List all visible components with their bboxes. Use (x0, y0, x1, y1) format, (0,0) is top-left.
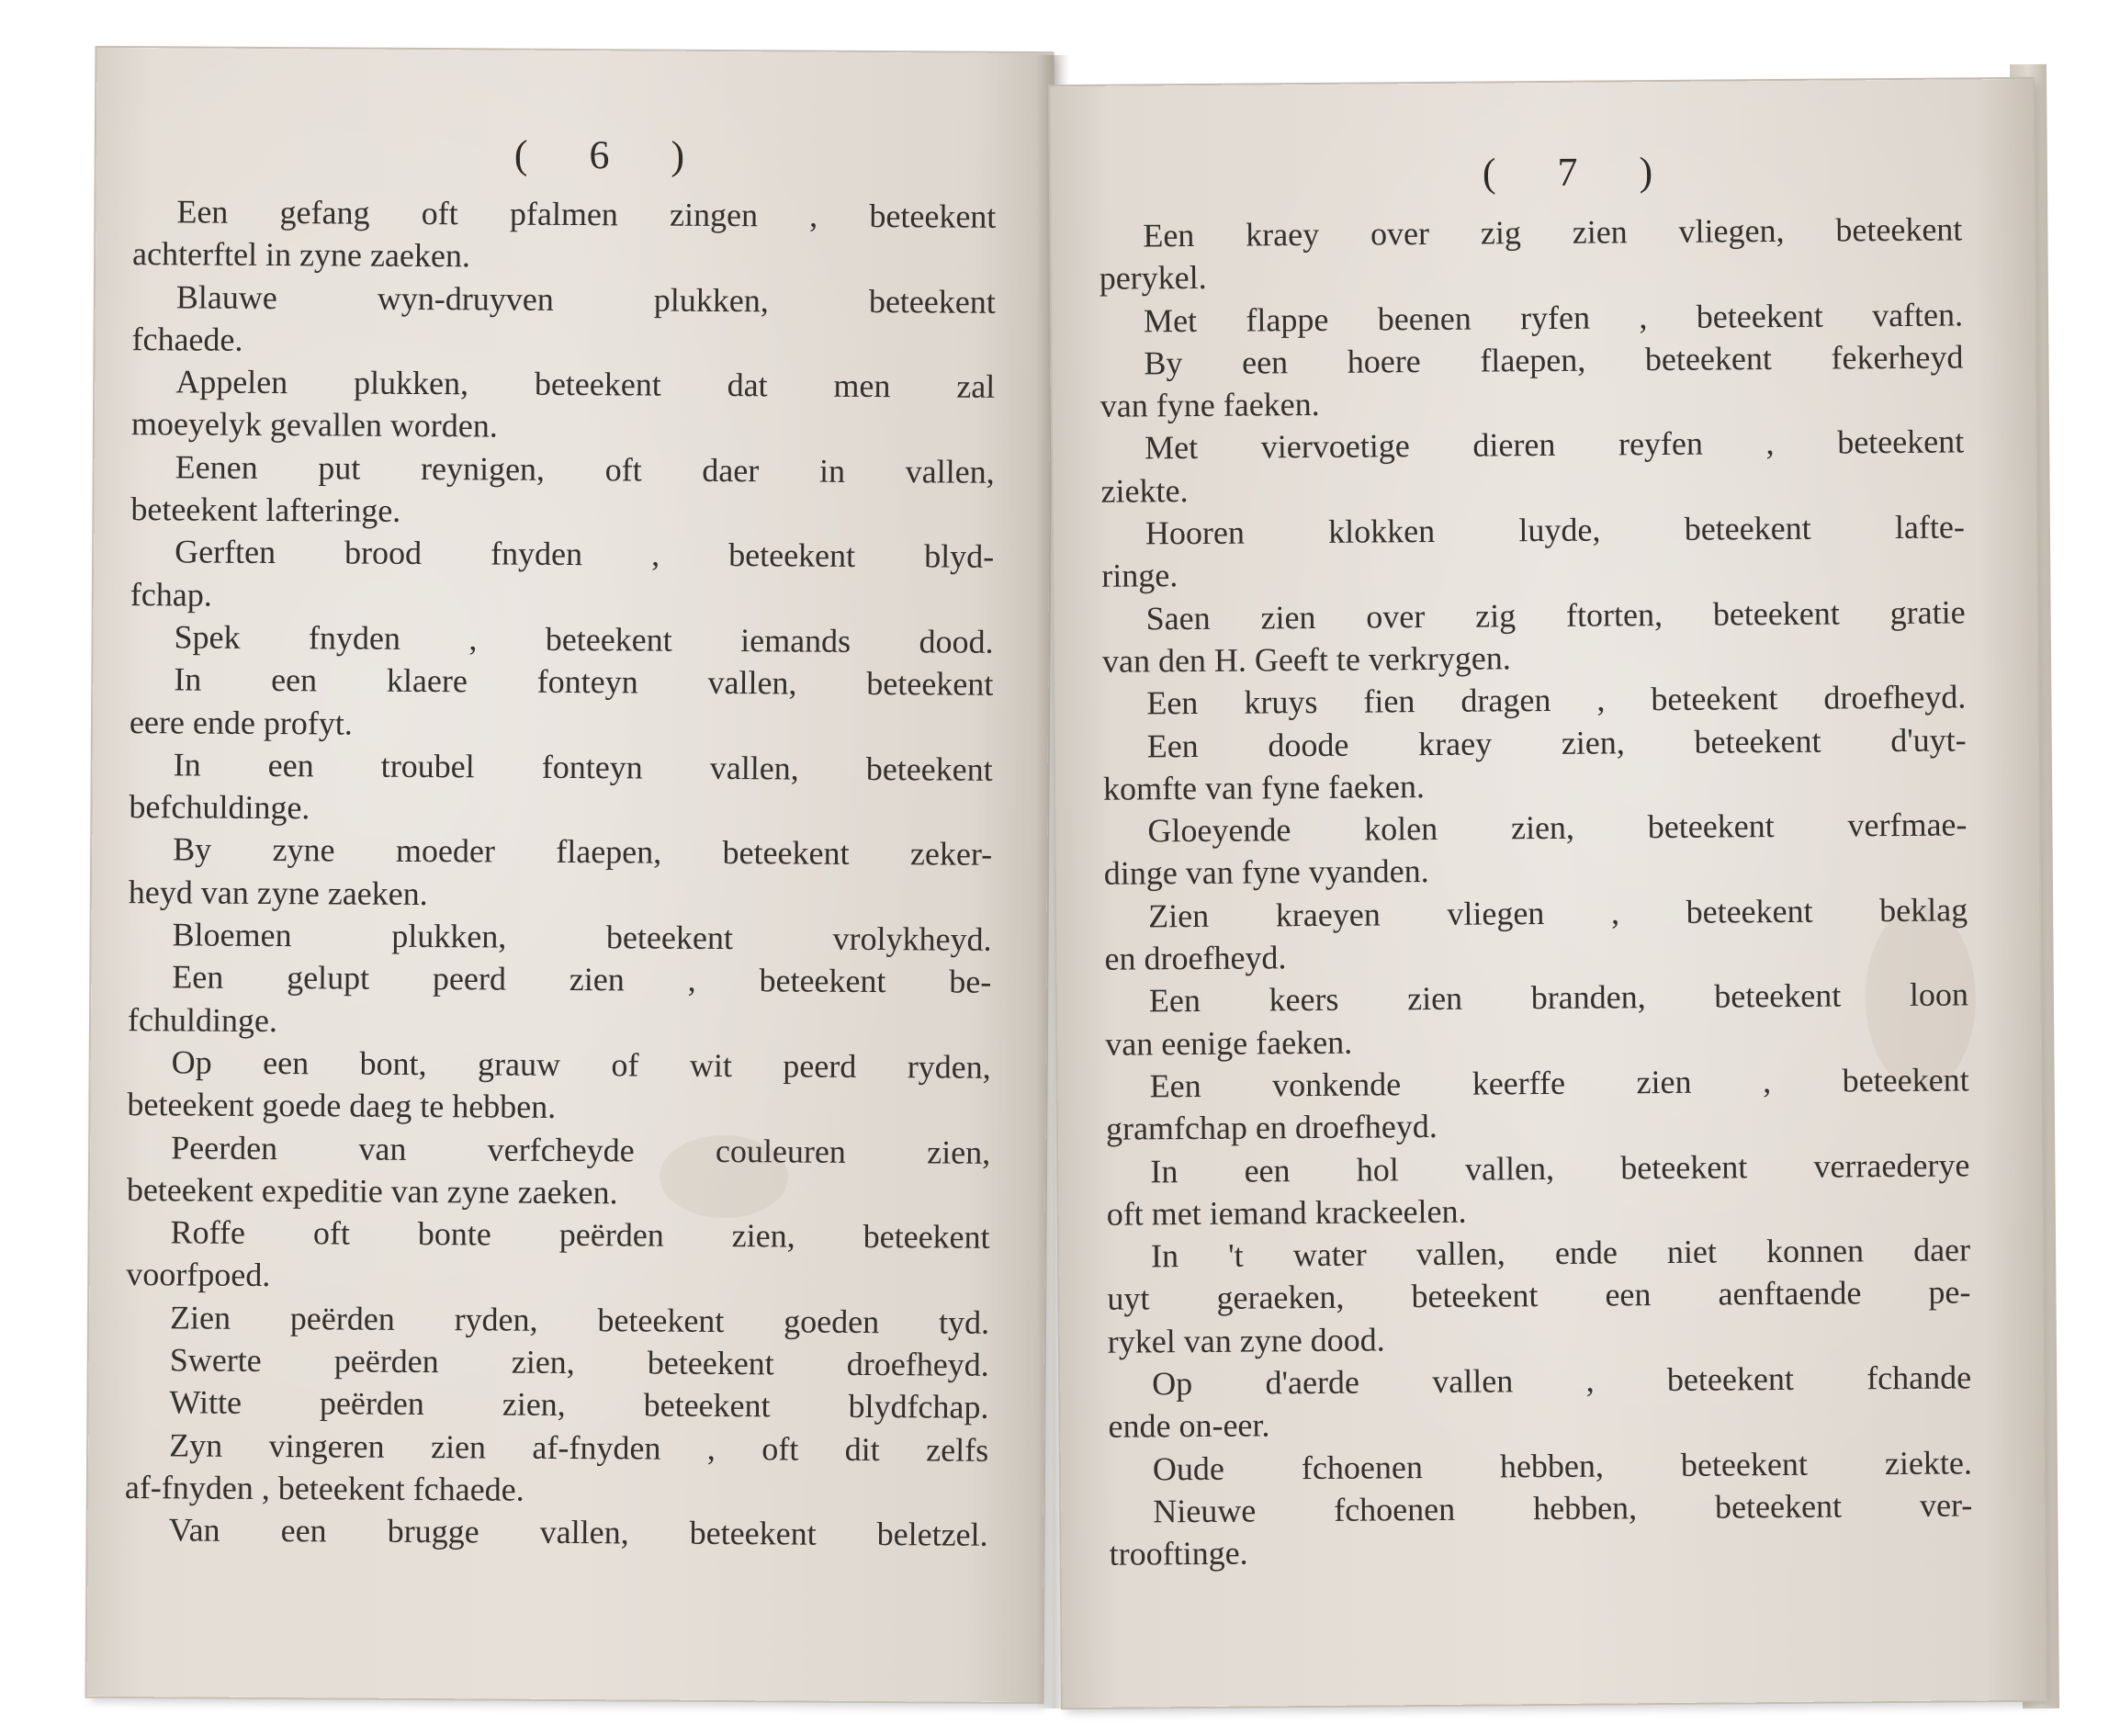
text-line: komfte van fyne faeken. (1102, 767, 1426, 807)
text-line: van den H. Geeft te verkrygen. (1101, 639, 1511, 680)
text-line: Een kruys fien dragen , beteekent droefheyd. (1146, 678, 1967, 722)
text-line: Op een bont, grauw of wit peerd ryden, (171, 1043, 991, 1086)
text-line: In een klaere fonteyn vallen, beteekent (174, 660, 994, 704)
text-line: Op d'aerde vallen , beteekent fchande (1152, 1358, 1972, 1403)
text-line: fchaede. (131, 320, 243, 358)
text-line: Blauwe wyn-druyven plukken, beteekent (175, 277, 996, 321)
text-line: voorfpoed. (126, 1256, 271, 1294)
text-line: Bloemen plukken, beteekent vrolykheyd. (172, 916, 992, 958)
text-line: In een hol vallen, beteekent verraederye (1150, 1145, 1970, 1189)
text-line: uyt geraeken, beteekent een aenftaende pe- (1107, 1273, 1971, 1318)
text-line: ende on-eer. (1108, 1406, 1270, 1446)
text-line: eere ende profyt. (129, 703, 353, 742)
text-line: ringe. (1101, 557, 1178, 595)
text-line: van eenige faeken. (1105, 1023, 1353, 1063)
text-line: By een hoere flaepen, beteekent fekerheyd (1144, 338, 1964, 382)
text-line: Met viervoetige dieren reyfen , beteekent (1145, 423, 1965, 467)
text-line: Nieuwe fchoenen hebben, beteekent ver- (1153, 1486, 1973, 1530)
page-number-left: ( 6 ) (513, 131, 711, 178)
text-line: moeyelyk gevallen worden. (130, 405, 498, 445)
text-line: Swerte peërden zien, beteekent droefheyd. (169, 1341, 989, 1383)
text-line: Saen zien over zig ftorten, beteekent gratie (1145, 593, 1966, 637)
text-line: Van een brugge vallen, beteekent beletzel. (168, 1511, 988, 1553)
text-line: By zyne moeder flaepen, beteekent zeker- (173, 830, 993, 874)
left-page-text (124, 190, 996, 1556)
text-line: trooftinge. (1109, 1534, 1248, 1573)
text-line: Oude fchoenen hebben, beteekent ziekte. (1152, 1444, 1973, 1488)
text-line: Eenen put reynigen, oft daer in vallen, (175, 448, 995, 490)
text-line: gramfchap en droefheyd. (1105, 1108, 1438, 1148)
text-line: perykel. (1099, 259, 1207, 298)
text-line: beteekent goede daeg te hebben. (127, 1086, 557, 1126)
text-line: van fyne faeken. (1099, 386, 1320, 424)
text-line: Een doode kraey zien, beteekent d'uyt- (1146, 720, 1967, 764)
text-line: oft met iemand krackeelen. (1106, 1192, 1467, 1233)
text-line: fchap. (130, 575, 212, 614)
page-number-right: ( 7 ) (1482, 148, 1679, 196)
text-line: Spek fnyden , beteekent iemands dood. (174, 618, 994, 660)
text-line: rykel van zyne dood. (1107, 1321, 1385, 1360)
text-line: Zyn vingeren zien af-fnyden , oft dit zelfs (169, 1426, 989, 1469)
text-line: Witte peërden zien, beteekent blydfchap. (169, 1383, 989, 1426)
text-line: Een keers zien branden, beteekent loon (1148, 975, 1969, 1020)
text-line: beteekent expeditie van zyne zaeken. (126, 1170, 618, 1212)
text-line: fchuldinge. (127, 1000, 278, 1039)
text-line: Peerden van verfcheyde couleuren zien, (171, 1128, 991, 1171)
text-line: In 't water vallen, ende niet konnen daer (1150, 1231, 1971, 1275)
text-line: Gerften brood fnyden , beteekent blyd- (175, 533, 995, 576)
left-page (87, 48, 1053, 1702)
text-line: heyd van zyne zaeken. (128, 873, 428, 912)
right-page-text (1099, 208, 1973, 1575)
text-line: af-fnyden , beteekent fchaede. (124, 1468, 524, 1508)
text-line: Zien kraeyen vliegen , beteekent beklag (1148, 891, 1968, 935)
text-line: en droefheyd. (1104, 939, 1287, 977)
right-page (1050, 79, 2046, 1708)
text-line: Een vonkende keerffe zien , beteekent (1149, 1061, 1969, 1105)
text-line: Gloeyende kolen zien, beteekent verfmae- (1147, 806, 1968, 850)
text-line: Met flappe beenen ryfen , beteekent vaften. (1143, 296, 1964, 340)
text-line: Een gelupt peerd zien , beteekent be- (172, 958, 992, 1001)
text-line: Een kraey over zig zien vliegen, beteekent (1143, 210, 1963, 254)
text-line: Hooren klokken luyde, beteekent lafte- (1145, 508, 1966, 552)
text-line: Zien peërden ryden, beteekent goeden tyd. (169, 1299, 990, 1341)
text-line: Appelen plukken, beteekent dat men zal (175, 363, 996, 406)
text-line: beteekent lafteringe. (130, 490, 401, 529)
text-line: dinge van fyne vyanden. (1103, 852, 1429, 893)
text-line: Roffe oft bonte peërden zien, beteekent (170, 1213, 990, 1256)
text-line: befchuldinge. (129, 788, 310, 827)
text-line: achterftel in zyne zaeken. (131, 235, 471, 275)
text-line: Een gefang oft pfalmen zingen , beteekent (176, 193, 997, 235)
text-line: In een troubel fonteyn vallen, beteekent (173, 746, 993, 788)
text-line: ziekte. (1100, 471, 1189, 510)
